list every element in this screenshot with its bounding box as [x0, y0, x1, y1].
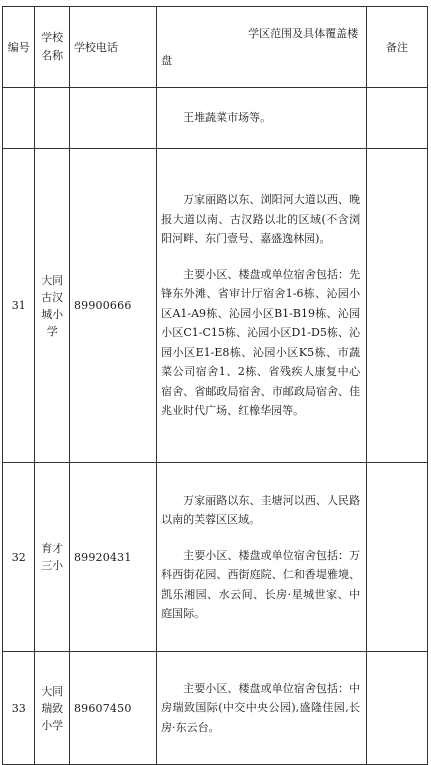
area-paragraph: 万家丽路以东、圭塘河以西、人民路以南的芙蓉区区域。 — [161, 493, 361, 526]
row-no: 31 — [3, 149, 35, 463]
school-name-line: 育才 — [41, 542, 64, 555]
row-no: 32 — [3, 463, 35, 652]
area-paragraph: 万家丽路以东、浏阳河大道以西、晚报大道以南、古汉路以北的区域(不含浏阳河畔、东门壹号、嘉盛逸林园)。 — [161, 193, 361, 246]
school-district-table — [2, 6, 428, 765]
row-tel: 89900666 — [69, 149, 156, 463]
row-tel — [69, 88, 156, 149]
table-row — [3, 149, 428, 463]
school-name-line: 古汉 — [41, 290, 64, 304]
area-paragraph: 主要小区、楼盘或单位宿舍包括：先锋东外滩、省审计厅宿舍1-6栋、沁园小区A1-A9栋、沁园小区B1-B19栋、沁园小区C1-C15栋、沁园小区D1-D5栋、沁园小区E1-E8栋、沁园小区K5栋、市蔬菜公司宿舍1、2栋、省残疾人康复中心宿舍、省邮政局宿舍、市邮政局宿舍、佳兆业时代广场、红橡华园等。 — [161, 267, 361, 418]
table-row — [3, 652, 428, 765]
school-name-line: 大同 — [41, 684, 64, 698]
school-name-line: 小学 — [41, 718, 64, 732]
header-tel: 学校电话 — [69, 7, 156, 88]
school-name-line: 大同 — [41, 273, 64, 287]
row-district-area — [157, 88, 367, 149]
school-name-line: 三小 — [41, 559, 64, 572]
header-name-line2: 名称 — [41, 49, 64, 62]
area-paragraph: 王堆蔬菜市场等。 — [183, 111, 272, 125]
school-name-line: 瑞致 — [41, 701, 64, 715]
row-note — [367, 652, 428, 765]
area-paragraph: 主要小区、楼盘或单位宿舍包括：万科西街花园、西街庭院、仁和香堤雅境、凯乐湘园、水云间、长房·星城世家、中庭国际。 — [161, 548, 361, 620]
header-area — [157, 7, 367, 88]
table-row — [3, 463, 428, 652]
header-no: 编号 — [3, 7, 35, 88]
header-area-line2: 盘 — [161, 54, 173, 67]
school-name-line: 城小 — [41, 307, 64, 321]
row-no — [3, 88, 35, 149]
header-note: 备注 — [367, 7, 428, 88]
row-school-name — [35, 88, 69, 149]
row-note — [367, 463, 428, 652]
school-name-line: 学 — [46, 324, 58, 338]
area-paragraph: 主要小区、楼盘或单位宿舍包括：中房瑞致国际(中交中央公园),盛隆佳园,长房·东云台。 — [161, 681, 361, 734]
row-note — [367, 88, 428, 149]
row-school-name — [35, 149, 69, 463]
row-district-area — [157, 463, 367, 652]
table-row — [3, 88, 428, 149]
row-note — [367, 149, 428, 463]
row-school-name — [35, 463, 69, 652]
row-school-name — [35, 652, 69, 765]
header-name-line1: 学校 — [41, 31, 64, 44]
row-no: 33 — [3, 652, 35, 765]
header-area-line1: 学区范围及具体覆盖楼 — [248, 27, 359, 40]
row-tel: 89920431 — [69, 463, 156, 652]
header-name — [35, 7, 69, 88]
row-tel: 89607450 — [69, 652, 156, 765]
header-row — [3, 7, 428, 88]
row-district-area — [157, 652, 367, 765]
row-district-area — [157, 149, 367, 463]
